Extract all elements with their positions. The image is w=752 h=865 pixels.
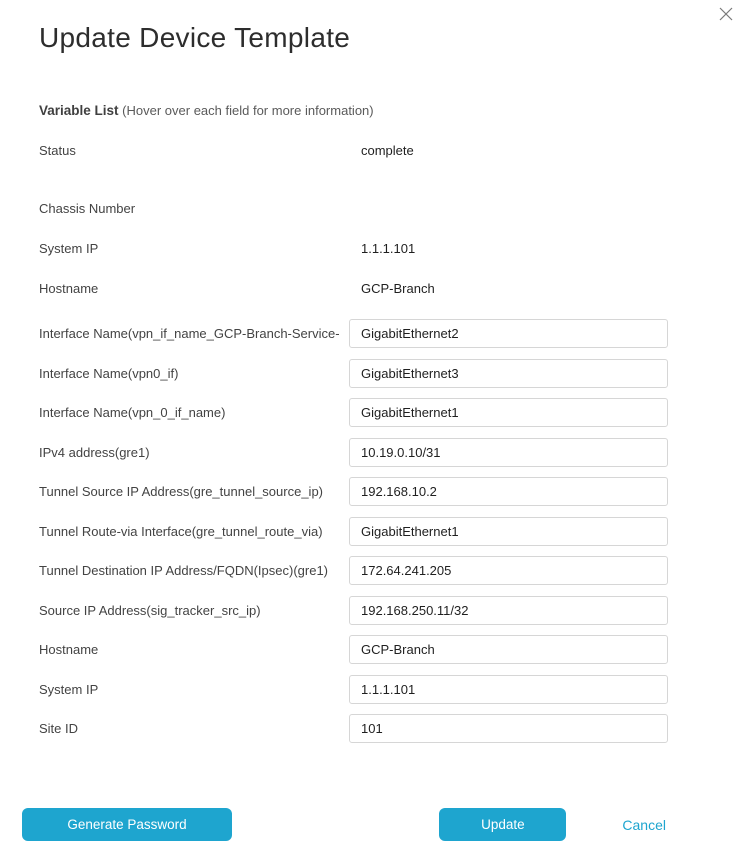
variable-input[interactable] xyxy=(349,319,668,348)
page-title: Update Device Template xyxy=(39,22,351,53)
variable-label: Interface Name(vpn0_if) xyxy=(39,365,179,381)
variable-input[interactable] xyxy=(349,635,668,664)
table-row xyxy=(39,675,668,704)
generate-password-button[interactable]: Generate Password xyxy=(22,808,232,841)
variable-value: GCP-Branch xyxy=(361,280,435,296)
table-row xyxy=(39,398,668,427)
static-variable-rows xyxy=(39,141,668,297)
update-button[interactable]: Update xyxy=(439,808,566,841)
table-row xyxy=(39,239,668,257)
variable-input[interactable] xyxy=(349,359,668,388)
variable-label: Status xyxy=(39,142,76,158)
table-row xyxy=(39,359,668,388)
variable-label: Interface Name(vpn_if_name_GCP-Branch-Service- xyxy=(39,326,340,341)
variable-label: Tunnel Source IP Address(gre_tunnel_source_ip) xyxy=(39,484,324,499)
table-row xyxy=(39,279,668,297)
variable-label: System IP xyxy=(39,681,99,697)
variable-label: Source IP Address(sig_tracker_src_ip) xyxy=(39,602,261,618)
variable-label: Hostname xyxy=(39,280,99,296)
variable-value: complete xyxy=(361,142,414,158)
variable-input[interactable] xyxy=(349,477,668,506)
table-row xyxy=(39,517,668,546)
cancel-link[interactable]: Cancel xyxy=(622,816,666,833)
table-row xyxy=(39,556,668,585)
close-x-glyph xyxy=(719,7,733,21)
variable-label: Tunnel Route-via Interface(gre_tunnel_route_via) xyxy=(39,523,323,539)
variable-list-hint: (Hover over each field for more information) xyxy=(122,103,374,118)
variable-input[interactable] xyxy=(349,675,668,704)
table-row xyxy=(39,199,668,217)
dialog-footer xyxy=(22,808,668,841)
variable-input[interactable] xyxy=(349,596,668,625)
variable-label: Tunnel Destination IP Address/FQDN(Ipsec)(gre1) xyxy=(39,563,329,578)
table-row xyxy=(39,596,668,625)
variable-input[interactable] xyxy=(349,438,668,467)
table-row xyxy=(39,438,668,467)
variable-input[interactable] xyxy=(349,517,668,546)
table-row xyxy=(39,714,668,743)
variable-input[interactable] xyxy=(349,556,668,585)
variable-label: Chassis Number xyxy=(39,200,136,216)
variable-list-heading xyxy=(39,103,668,118)
variable-label: IPv4 address(gre1) xyxy=(39,444,150,460)
variable-label: Site ID xyxy=(39,721,79,736)
variable-input[interactable] xyxy=(349,714,668,743)
variable-label: Interface Name(vpn_0_if_name) xyxy=(39,405,226,420)
table-row xyxy=(39,477,668,506)
table-row xyxy=(39,319,668,348)
table-row xyxy=(39,141,668,159)
close-icon[interactable] xyxy=(717,5,735,23)
variable-value: 1.1.1.101 xyxy=(361,240,416,256)
variable-label: Hostname xyxy=(39,642,99,657)
variable-label: System IP xyxy=(39,240,99,256)
editable-variable-rows xyxy=(39,319,668,743)
variable-list-label: Variable List xyxy=(39,103,119,118)
variable-input[interactable] xyxy=(349,398,668,427)
table-row xyxy=(39,635,668,664)
